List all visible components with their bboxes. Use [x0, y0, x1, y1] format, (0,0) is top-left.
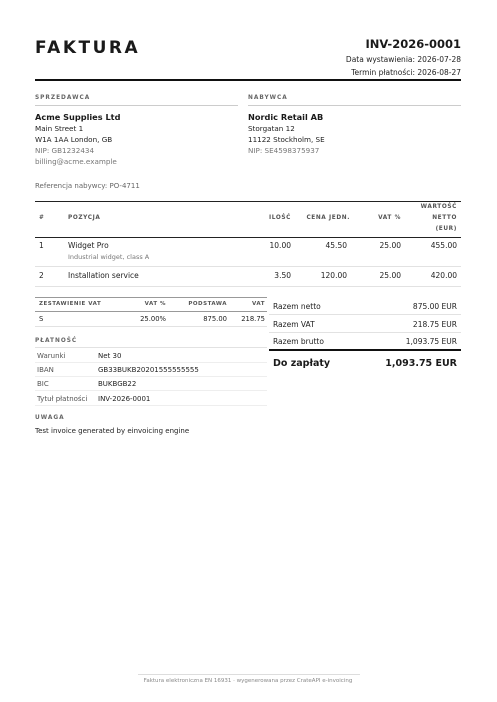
- row1-item-name: Widget Pro: [68, 241, 109, 250]
- totals-divider: [269, 314, 461, 315]
- vat-summary-title: ZESTAWIENIE VAT: [39, 301, 102, 307]
- payment-title-value: INV-2026-0001: [98, 395, 151, 403]
- seller-divider: [35, 105, 238, 106]
- row1-qty: 10.00: [269, 241, 291, 250]
- col-header-net-line2: NETTO: [432, 215, 457, 221]
- row1-item-desc: Industrial widget, class A: [68, 253, 150, 261]
- vat-summary-category: S: [39, 315, 44, 323]
- payment-row-divider: [35, 376, 267, 377]
- footer-divider: [138, 674, 360, 675]
- seller-address-line2: W1A 1AA London, GB: [35, 135, 113, 144]
- col-header-net-line3: (EUR): [435, 226, 457, 232]
- buyer-tax-id: NIP: SE4598375937: [248, 146, 320, 155]
- vat-summary-col-vat: VAT: [252, 301, 265, 307]
- note-label: UWAGA: [35, 415, 65, 421]
- buyer-address-line1: Storgatan 12: [248, 124, 295, 133]
- invoice-page: [35, 0, 461, 702]
- col-header-vat: VAT %: [378, 215, 401, 221]
- row1-net: 455.00: [430, 241, 457, 250]
- row1-unit-price: 45.50: [325, 241, 347, 250]
- row2-qty: 3.50: [274, 271, 291, 280]
- buyer-label: NABYWCA: [248, 95, 288, 101]
- row2-unit-price: 120.00: [320, 271, 347, 280]
- row2-net: 420.00: [430, 271, 457, 280]
- document-title: FAKTURA: [35, 38, 141, 58]
- due-date: Termin płatności: 2026-08-27: [351, 68, 461, 77]
- seller-label: SPRZEDAWCA: [35, 95, 91, 101]
- payment-row-divider: [35, 390, 267, 391]
- buyer-reference: Referencja nabywcy: PO-4711: [35, 182, 140, 190]
- payment-iban-label: IBAN: [37, 366, 54, 374]
- invoice-number: INV-2026-0001: [365, 37, 461, 51]
- amount-due-value: 1,093.75 EUR: [385, 358, 457, 369]
- row2-no: 2: [39, 271, 44, 280]
- col-header-qty: ILOŚĆ: [268, 215, 291, 221]
- total-net-label: Razem netto: [273, 302, 321, 311]
- payment-iban-value: GB33BUKB20201555555555: [98, 366, 199, 374]
- seller-email: billing@acme.example: [35, 157, 117, 166]
- total-gross-value: 1,093.75 EUR: [405, 337, 457, 346]
- vat-summary-top-border: [35, 297, 267, 298]
- seller-name: Acme Supplies Ltd: [35, 112, 121, 122]
- note-text: Test invoice generated by einvoicing engine: [35, 427, 190, 435]
- row1-vat: 25.00: [379, 241, 401, 250]
- total-net-value: 875.00 EUR: [412, 302, 457, 311]
- col-header-net-line1: WARTOŚĆ: [420, 204, 457, 210]
- header-divider: [35, 79, 461, 81]
- amount-due-divider: [269, 349, 461, 351]
- vat-summary-vat: 218.75: [241, 315, 265, 323]
- payment-terms-value: Net 30: [98, 352, 122, 360]
- payment-label: PŁATNOŚĆ: [35, 338, 78, 344]
- totals-divider: [269, 332, 461, 333]
- payment-bic-value: BUKBGB22: [98, 380, 137, 388]
- row1-no: 1: [39, 241, 44, 250]
- col-header-item: POZYCJA: [68, 215, 101, 221]
- amount-due-label: Do zapłaty: [273, 358, 331, 369]
- footer-text: Faktura elektroniczna EN 16931 · wygenerowana przez CrateAPI e-invoicing: [143, 678, 353, 684]
- vat-summary-rate: 25.00%: [140, 315, 166, 323]
- row2-vat: 25.00: [379, 271, 401, 280]
- buyer-divider: [248, 105, 461, 106]
- payment-title-label: Tytuł płatności: [37, 395, 88, 403]
- total-vat-value: 218.75 EUR: [412, 320, 457, 329]
- payment-divider: [35, 347, 267, 348]
- vat-summary-bottom-border: [35, 326, 267, 327]
- payment-row-divider: [35, 362, 267, 363]
- row2-item-name: Installation service: [68, 271, 139, 280]
- total-vat-label: Razem VAT: [273, 320, 315, 329]
- items-table-header-border: [35, 237, 461, 238]
- row-divider: [35, 266, 461, 267]
- buyer-name: Nordic Retail AB: [248, 112, 324, 122]
- buyer-address-line2: 11122 Stockholm, SE: [248, 135, 325, 144]
- vat-summary-base: 875.00: [203, 315, 227, 323]
- total-gross-label: Razem brutto: [273, 337, 324, 346]
- col-header-no: #: [39, 215, 45, 221]
- items-table-bottom-border: [35, 286, 461, 287]
- payment-bic-label: BIC: [37, 380, 49, 388]
- seller-address-line1: Main Street 1: [35, 124, 84, 133]
- payment-row-divider: [35, 405, 267, 406]
- col-header-unit-price: CENA JEDN.: [306, 215, 350, 221]
- vat-summary-col-rate: VAT %: [144, 301, 166, 307]
- payment-terms-label: Warunki: [37, 352, 66, 360]
- vat-summary-col-base: PODSTAWA: [188, 301, 227, 307]
- vat-summary-header-border: [35, 311, 267, 312]
- issue-date: Data wystawienia: 2026-07-28: [345, 55, 461, 64]
- items-table-top-border: [35, 201, 461, 202]
- seller-tax-id: NIP: GB1232434: [35, 146, 95, 155]
